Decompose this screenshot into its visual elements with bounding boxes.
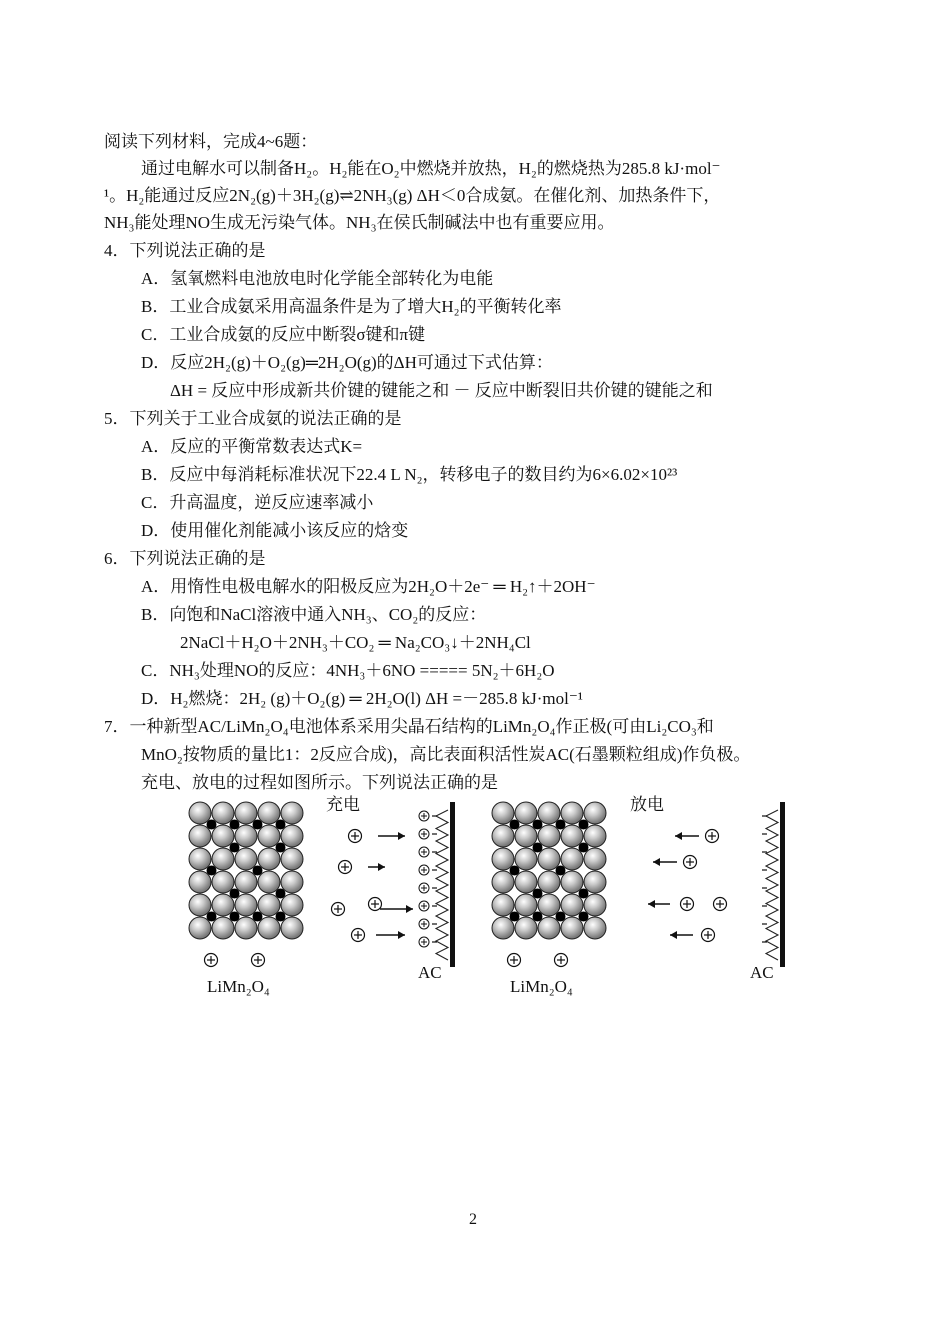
discharge-label: 放电 (630, 795, 664, 814)
mn-oxide-sphere (492, 871, 514, 893)
mn-oxide-sphere (561, 917, 583, 939)
question-5-option-d: D．使用催化剂能减小该反应的焓变 (141, 521, 409, 540)
mn-oxide-sphere (492, 894, 514, 916)
mn-oxide-sphere (281, 917, 303, 939)
lithium-site (556, 866, 566, 876)
mn-oxide-sphere (492, 848, 514, 870)
question-4-option-b: B．工业合成氨采用高温条件是为了增大H₂的平衡转化率 (141, 297, 562, 316)
mn-oxide-sphere (235, 802, 257, 824)
lithium-site (253, 820, 263, 830)
ion-arrow-head (398, 931, 405, 939)
mn-oxide-sphere (281, 802, 303, 824)
mn-oxide-sphere (235, 894, 257, 916)
ion-arrow-head (406, 905, 413, 913)
ion-arrow-head (648, 900, 655, 908)
question-6-option-d: D．H₂燃烧：2H₂ (g)＋O₂(g) ═ 2H₂O(l) ΔH =－285.8 kJ·mol⁻¹ (141, 689, 583, 708)
ion-arrow-head (670, 931, 677, 939)
lithium-site (207, 820, 217, 830)
mn-oxide-sphere (561, 802, 583, 824)
mn-oxide-sphere (258, 825, 280, 847)
mn-oxide-sphere (561, 871, 583, 893)
mn-oxide-sphere (492, 825, 514, 847)
mn-oxide-sphere (515, 825, 537, 847)
lithium-site (510, 866, 520, 876)
question-5-option-b: B．反应中每消耗标准状况下22.4 L N₂，转移电子的数目约为6×6.02×10²³ (141, 465, 678, 484)
mn-oxide-sphere (258, 894, 280, 916)
lithium-site (230, 889, 240, 899)
mn-oxide-sphere (258, 802, 280, 824)
mn-oxide-sphere (258, 917, 280, 939)
lithium-site (533, 843, 543, 853)
mn-oxide-sphere (538, 871, 560, 893)
lithium-site (510, 912, 520, 922)
mn-oxide-sphere (258, 871, 280, 893)
mn-oxide-sphere (212, 894, 234, 916)
mn-oxide-sphere (189, 917, 211, 939)
limn2o4-label-right: LiMn₂O₄ (510, 977, 573, 996)
lithium-site (579, 912, 589, 922)
lithium-site (579, 889, 589, 899)
mn-oxide-sphere (281, 825, 303, 847)
lithium-site (276, 820, 286, 830)
intro-line-2: ¹。H₂能通过反应2N₂(g)＋3H₂(g)⇌2NH₃(g) ΔH＜0合成氨。在催化剂、加热条件下， (104, 186, 721, 205)
mn-oxide-sphere (212, 848, 234, 870)
lithium-site (533, 912, 543, 922)
battery-diagram (180, 792, 810, 1007)
mn-oxide-sphere (281, 848, 303, 870)
mn-oxide-sphere (492, 802, 514, 824)
mn-oxide-sphere (515, 802, 537, 824)
intro-line-1: 通过电解水可以制备H₂。H₂能在O₂中燃烧并放热，H₂的燃烧热为285.8 kJ·mol⁻ (141, 159, 721, 178)
question-4-option-d: D．反应2H₂(g)＋O₂(g)═2H₂O(g)的ΔH可通过下式估算： (141, 353, 553, 372)
mn-oxide-sphere (189, 825, 211, 847)
mn-oxide-sphere (538, 894, 560, 916)
mn-oxide-sphere (515, 871, 537, 893)
lithium-site (207, 866, 217, 876)
mn-oxide-sphere (538, 917, 560, 939)
mn-oxide-sphere (584, 894, 606, 916)
mn-oxide-sphere (584, 825, 606, 847)
question-7-stem-line-1: 7．一种新型AC/LiMn₂O₄电池体系采用尖晶石结构的LiMn₂O₄作正极(可由Li₂CO₃和 (104, 717, 714, 736)
mn-oxide-sphere (281, 894, 303, 916)
ac-carbon-surface (766, 810, 778, 960)
ac-carbon-surface (436, 810, 448, 960)
mn-oxide-sphere (538, 848, 560, 870)
mn-oxide-sphere (515, 848, 537, 870)
lithium-site (253, 866, 263, 876)
lithium-site (533, 889, 543, 899)
mn-oxide-sphere (212, 802, 234, 824)
mn-oxide-sphere (189, 802, 211, 824)
mn-oxide-sphere (212, 825, 234, 847)
ion-arrow-head (378, 863, 385, 871)
mn-oxide-sphere (515, 917, 537, 939)
question-4-option-c: C．工业合成氨的反应中断裂σ键和π键 (141, 325, 426, 344)
mn-oxide-sphere (561, 848, 583, 870)
question-5-option-c: C．升高温度，逆反应速率减小 (141, 493, 374, 512)
mn-oxide-sphere (235, 871, 257, 893)
ac-label-left: AC (418, 963, 442, 982)
lithium-site (579, 843, 589, 853)
lithium-site (276, 912, 286, 922)
question-4-option-d-formula: ΔH = 反应中形成新共价键的键能之和 － 反应中断裂旧共价键的键能之和 (170, 381, 713, 400)
question-6-stem: 6．下列说法正确的是 (104, 549, 266, 568)
mn-oxide-sphere (515, 894, 537, 916)
question-7-stem-line-2: MnO₂按物质的量比1：2反应合成)，高比表面积活性炭AC(石墨颗粒组成)作负极。 (141, 745, 751, 764)
ac-current-collector (450, 802, 455, 967)
lithium-site (510, 820, 520, 830)
lithium-site (230, 820, 240, 830)
question-6-option-b: B．向饱和NaCl溶液中通入NH₃、CO₂的反应： (141, 605, 487, 624)
mn-oxide-sphere (584, 848, 606, 870)
mn-oxide-sphere (538, 825, 560, 847)
lithium-site (579, 820, 589, 830)
lithium-site (556, 912, 566, 922)
question-6-option-a: A．用惰性电极电解水的阳极反应为2H₂O＋2e⁻ ═ H₂↑＋2OH⁻ (141, 577, 596, 596)
mn-oxide-sphere (235, 825, 257, 847)
mn-oxide-sphere (584, 871, 606, 893)
lithium-site (230, 843, 240, 853)
mn-oxide-sphere (538, 802, 560, 824)
intro-line-3: NH₃能处理NO生成无污染气体。NH₃在侯氏制碱法中也有重要应用。 (104, 213, 615, 232)
ion-arrow-head (398, 832, 405, 840)
limn2o4-label-left: LiMn₂O₄ (207, 977, 270, 996)
spinel-lattice-group (189, 802, 606, 939)
mn-oxide-sphere (212, 917, 234, 939)
lithium-site (230, 912, 240, 922)
ion-arrow-head (675, 832, 682, 840)
ac-current-collector (780, 802, 785, 967)
ion-arrow-head (653, 858, 660, 866)
mn-oxide-sphere (281, 871, 303, 893)
question-6-option-c: C．NH₃处理NO的反应：4NH₃＋6NO ===== 5N₂＋6H₂O (141, 661, 555, 680)
lithium-site (533, 820, 543, 830)
mn-oxide-sphere (189, 871, 211, 893)
mn-oxide-sphere (584, 917, 606, 939)
lithium-site (276, 843, 286, 853)
mn-oxide-sphere (189, 848, 211, 870)
mn-oxide-sphere (258, 848, 280, 870)
reading-heading: 阅读下列材料，完成4~6题： (104, 132, 318, 151)
lithium-site (207, 912, 217, 922)
page-number: 2 (469, 1211, 477, 1228)
question-4-option-a: A．氢氧燃料电池放电时化学能全部转化为电能 (141, 269, 494, 288)
lithium-site (253, 912, 263, 922)
question-5-stem: 5．下列关于工业合成氨的说法正确的是 (104, 409, 402, 428)
mn-oxide-sphere (584, 802, 606, 824)
mn-oxide-sphere (235, 848, 257, 870)
lithium-site (276, 889, 286, 899)
mn-oxide-sphere (189, 894, 211, 916)
question-5-option-a: A．反应的平衡常数表达式K= (141, 437, 363, 456)
mn-oxide-sphere (561, 825, 583, 847)
question-4-stem: 4．下列说法正确的是 (104, 241, 266, 260)
question-7-stem-line-3: 充电、放电的过程如图所示。下列说法正确的是 (141, 773, 498, 792)
mn-oxide-sphere (561, 894, 583, 916)
ac-label-right: AC (750, 963, 774, 982)
charge-label: 充电 (326, 795, 360, 814)
lithium-site (556, 820, 566, 830)
mn-oxide-sphere (212, 871, 234, 893)
mn-oxide-sphere (235, 917, 257, 939)
mn-oxide-sphere (492, 917, 514, 939)
question-6-option-b-equation: 2NaCl＋H₂O＋2NH₃＋CO₂ ═ Na₂CO₃↓＋2NH₄Cl (180, 633, 531, 652)
